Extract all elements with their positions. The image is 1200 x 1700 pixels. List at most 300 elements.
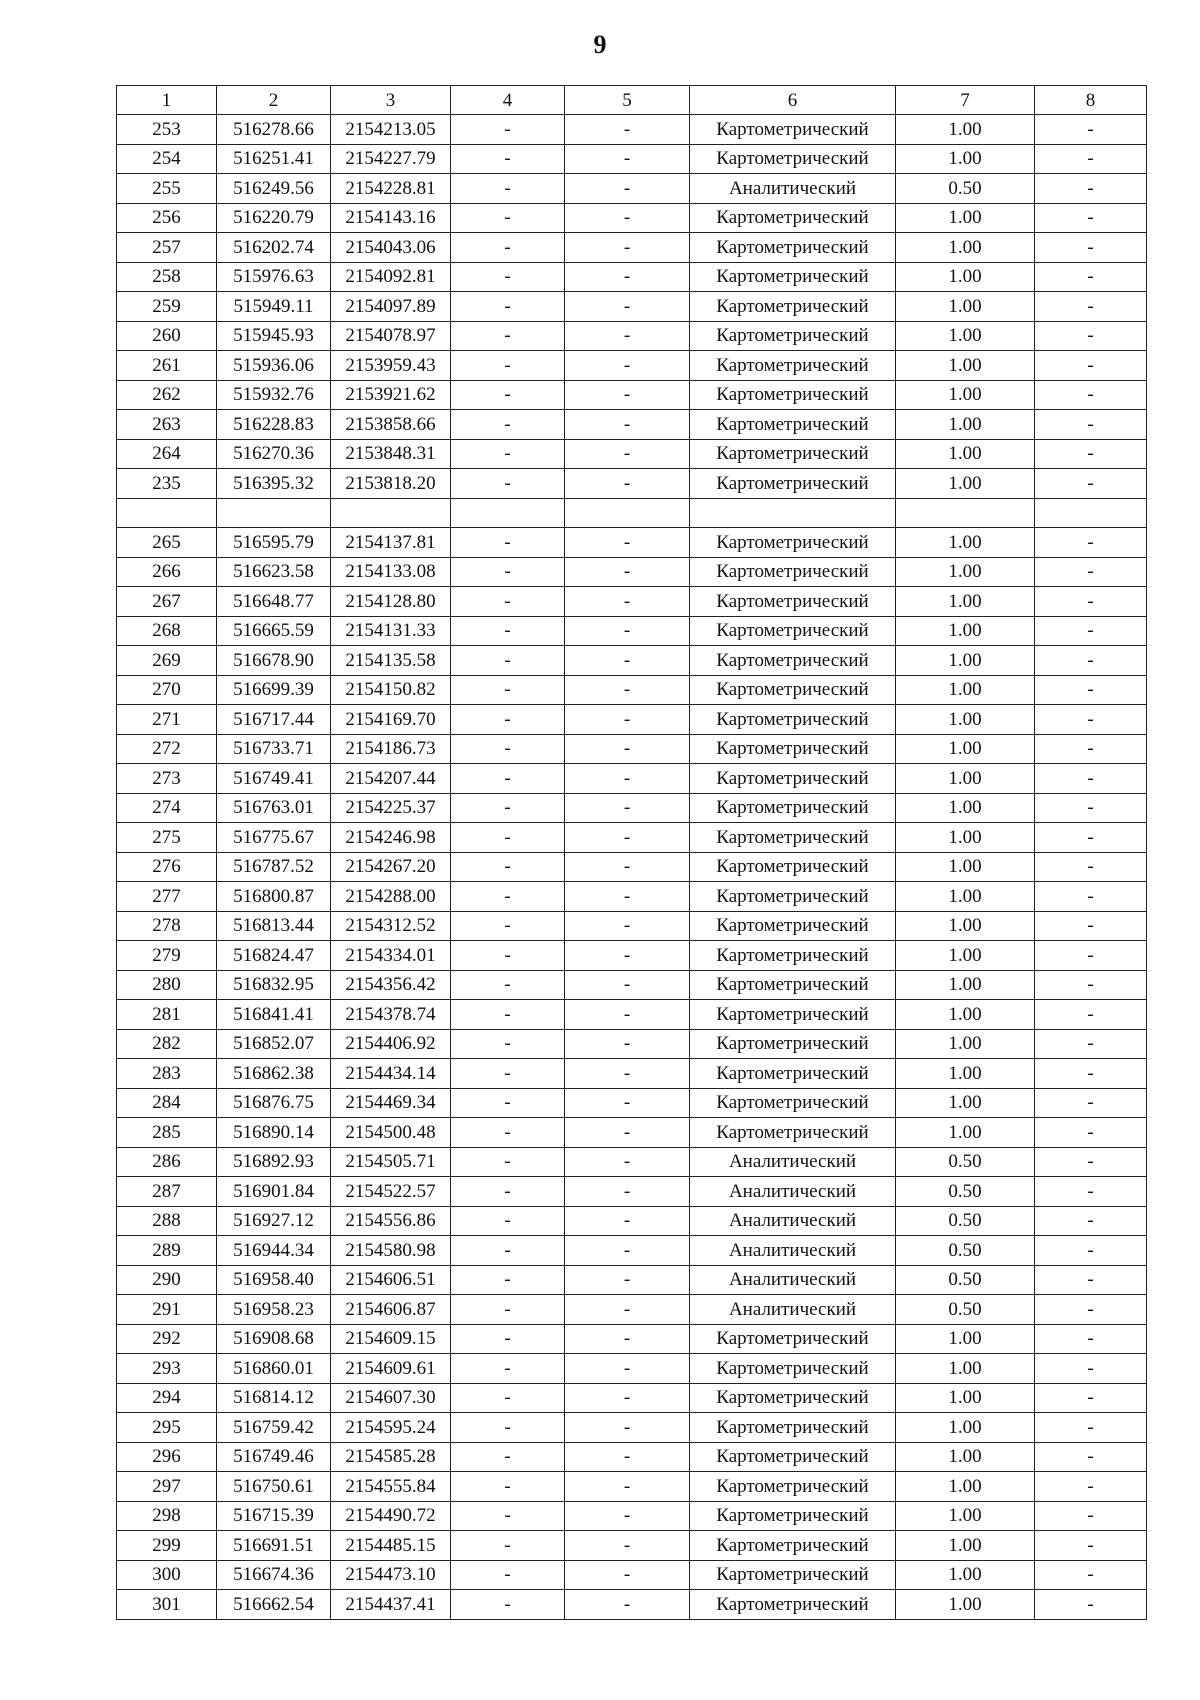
- point-number-cell: 283: [117, 1059, 217, 1089]
- column-8-cell: -: [1035, 616, 1147, 646]
- x-coordinate-cell: 516852.07: [217, 1029, 331, 1059]
- accuracy-cell: 0.50: [896, 174, 1035, 204]
- column-header: 5: [565, 86, 690, 115]
- table-row: [117, 380, 1147, 410]
- column-5-cell: -: [565, 1147, 690, 1177]
- x-coordinate-cell: 516717.44: [217, 705, 331, 735]
- column-8-cell: -: [1035, 911, 1147, 941]
- table-row: [117, 793, 1147, 823]
- table-row: [117, 557, 1147, 587]
- y-coordinate-cell: 2154378.74: [331, 1000, 451, 1030]
- accuracy-cell: 1.00: [896, 1383, 1035, 1413]
- column-4-cell: -: [451, 1236, 565, 1266]
- column-4-cell: -: [451, 1501, 565, 1531]
- point-number-cell: 260: [117, 321, 217, 351]
- y-coordinate-cell: 2154186.73: [331, 734, 451, 764]
- column-4-cell: -: [451, 292, 565, 322]
- column-4-cell: -: [451, 528, 565, 558]
- column-8-cell: -: [1035, 1383, 1147, 1413]
- x-coordinate-cell: 516228.83: [217, 410, 331, 440]
- y-coordinate-cell: 2154150.82: [331, 675, 451, 705]
- accuracy-cell: 0.50: [896, 1147, 1035, 1177]
- point-number-cell: 254: [117, 144, 217, 174]
- point-number-cell: 301: [117, 1590, 217, 1620]
- column-8-cell: -: [1035, 970, 1147, 1000]
- column-8-cell: -: [1035, 1088, 1147, 1118]
- accuracy-cell: 0.50: [896, 1236, 1035, 1266]
- y-coordinate-cell: 2154437.41: [331, 1590, 451, 1620]
- column-4-cell: -: [451, 351, 565, 381]
- column-8-cell: -: [1035, 1206, 1147, 1236]
- table-row: [117, 144, 1147, 174]
- point-number-cell: 257: [117, 233, 217, 263]
- point-number-cell: 271: [117, 705, 217, 735]
- point-number-cell: 262: [117, 380, 217, 410]
- column-4-cell: -: [451, 1560, 565, 1590]
- accuracy-cell: 1.00: [896, 262, 1035, 292]
- column-4-cell: -: [451, 1442, 565, 1472]
- y-coordinate-cell: 2154169.70: [331, 705, 451, 735]
- method-cell: Картометрический: [690, 203, 896, 233]
- y-coordinate-cell: 2153959.43: [331, 351, 451, 381]
- method-cell: Картометрический: [690, 1531, 896, 1561]
- column-5-cell: -: [565, 1383, 690, 1413]
- table-row: [117, 233, 1147, 263]
- column-8-cell: -: [1035, 203, 1147, 233]
- accuracy-cell: 1.00: [896, 1501, 1035, 1531]
- y-coordinate-cell: 2154213.05: [331, 115, 451, 145]
- method-cell: Картометрический: [690, 1413, 896, 1443]
- table-row: [117, 1088, 1147, 1118]
- column-8-cell: -: [1035, 1354, 1147, 1384]
- accuracy-cell: 1.00: [896, 1059, 1035, 1089]
- column-4-cell: -: [451, 1147, 565, 1177]
- table-body: [117, 115, 1147, 1620]
- column-header: 1: [117, 86, 217, 115]
- point-number-cell: 292: [117, 1324, 217, 1354]
- accuracy-cell: 1.00: [896, 970, 1035, 1000]
- column-4-cell: -: [451, 1177, 565, 1207]
- method-cell: Картометрический: [690, 351, 896, 381]
- y-coordinate-cell: [331, 498, 451, 528]
- x-coordinate-cell: 516824.47: [217, 941, 331, 971]
- method-cell: Аналитический: [690, 1147, 896, 1177]
- point-number-cell: 289: [117, 1236, 217, 1266]
- y-coordinate-cell: 2154406.92: [331, 1029, 451, 1059]
- column-4-cell: -: [451, 1118, 565, 1148]
- accuracy-cell: 1.00: [896, 528, 1035, 558]
- column-4-cell: -: [451, 233, 565, 263]
- y-coordinate-cell: 2154097.89: [331, 292, 451, 322]
- column-5-cell: -: [565, 351, 690, 381]
- y-coordinate-cell: 2154228.81: [331, 174, 451, 204]
- accuracy-cell: 1.00: [896, 1560, 1035, 1590]
- column-8-cell: -: [1035, 675, 1147, 705]
- accuracy-cell: 1.00: [896, 1029, 1035, 1059]
- accuracy-cell: 0.50: [896, 1177, 1035, 1207]
- x-coordinate-cell: 516841.41: [217, 1000, 331, 1030]
- column-4-cell: -: [451, 1531, 565, 1561]
- column-4-cell: -: [451, 144, 565, 174]
- accuracy-cell: 1.00: [896, 321, 1035, 351]
- column-8-cell: -: [1035, 587, 1147, 617]
- column-4-cell: -: [451, 882, 565, 912]
- table-row: [117, 616, 1147, 646]
- accuracy-cell: 1.00: [896, 1324, 1035, 1354]
- column-5-cell: -: [565, 557, 690, 587]
- x-coordinate-cell: 516749.41: [217, 764, 331, 794]
- method-cell: Картометрический: [690, 233, 896, 263]
- column-8-cell: -: [1035, 1236, 1147, 1266]
- accuracy-cell: 1.00: [896, 115, 1035, 145]
- column-4-cell: -: [451, 439, 565, 469]
- table-row: [117, 882, 1147, 912]
- y-coordinate-cell: 2154500.48: [331, 1118, 451, 1148]
- method-cell: Картометрический: [690, 1029, 896, 1059]
- column-4-cell: -: [451, 823, 565, 853]
- x-coordinate-cell: 516270.36: [217, 439, 331, 469]
- column-4-cell: -: [451, 262, 565, 292]
- column-5-cell: -: [565, 1000, 690, 1030]
- method-cell: Картометрический: [690, 410, 896, 440]
- method-cell: Картометрический: [690, 970, 896, 1000]
- column-4-cell: -: [451, 1206, 565, 1236]
- table-row: [117, 115, 1147, 145]
- column-5-cell: -: [565, 380, 690, 410]
- column-4-cell: -: [451, 1383, 565, 1413]
- y-coordinate-cell: 2154490.72: [331, 1501, 451, 1531]
- column-8-cell: -: [1035, 351, 1147, 381]
- y-coordinate-cell: 2154312.52: [331, 911, 451, 941]
- method-cell: Картометрический: [690, 380, 896, 410]
- column-8-cell: -: [1035, 1590, 1147, 1620]
- accuracy-cell: 1.00: [896, 203, 1035, 233]
- x-coordinate-cell: 516860.01: [217, 1354, 331, 1384]
- column-header: 2: [217, 86, 331, 115]
- y-coordinate-cell: 2154334.01: [331, 941, 451, 971]
- column-8-cell: -: [1035, 262, 1147, 292]
- method-cell: Картометрический: [690, 941, 896, 971]
- y-coordinate-cell: 2154356.42: [331, 970, 451, 1000]
- accuracy-cell: 1.00: [896, 1590, 1035, 1620]
- table-row: [117, 203, 1147, 233]
- x-coordinate-cell: 516908.68: [217, 1324, 331, 1354]
- table-row: [117, 1029, 1147, 1059]
- point-number-cell: 276: [117, 852, 217, 882]
- y-coordinate-cell: 2154585.28: [331, 1442, 451, 1472]
- column-4-cell: -: [451, 321, 565, 351]
- table-row: [117, 1059, 1147, 1089]
- y-coordinate-cell: 2154131.33: [331, 616, 451, 646]
- column-8-cell: -: [1035, 852, 1147, 882]
- y-coordinate-cell: 2154434.14: [331, 1059, 451, 1089]
- y-coordinate-cell: 2154609.61: [331, 1354, 451, 1384]
- column-5-cell: -: [565, 469, 690, 499]
- x-coordinate-cell: 516278.66: [217, 115, 331, 145]
- point-number-cell: 266: [117, 557, 217, 587]
- y-coordinate-cell: 2154092.81: [331, 262, 451, 292]
- accuracy-cell: 1.00: [896, 616, 1035, 646]
- x-coordinate-cell: 516202.74: [217, 233, 331, 263]
- method-cell: Картометрический: [690, 1354, 896, 1384]
- point-number-cell: 273: [117, 764, 217, 794]
- column-4-cell: -: [451, 646, 565, 676]
- column-4-cell: -: [451, 970, 565, 1000]
- column-5-cell: -: [565, 174, 690, 204]
- column-5-cell: -: [565, 1177, 690, 1207]
- y-coordinate-cell: 2154207.44: [331, 764, 451, 794]
- column-4-cell: -: [451, 1413, 565, 1443]
- column-8-cell: -: [1035, 1265, 1147, 1295]
- x-coordinate-cell: 516800.87: [217, 882, 331, 912]
- column-5-cell: [565, 498, 690, 528]
- accuracy-cell: 0.50: [896, 1265, 1035, 1295]
- point-number-cell: 294: [117, 1383, 217, 1413]
- column-4-cell: -: [451, 941, 565, 971]
- point-number-cell: 279: [117, 941, 217, 971]
- x-coordinate-cell: 516691.51: [217, 1531, 331, 1561]
- table-row: [117, 1354, 1147, 1384]
- method-cell: Картометрический: [690, 1088, 896, 1118]
- table-row: [117, 1147, 1147, 1177]
- method-cell: Картометрический: [690, 1000, 896, 1030]
- column-5-cell: -: [565, 1531, 690, 1561]
- point-number-cell: 268: [117, 616, 217, 646]
- column-5-cell: -: [565, 528, 690, 558]
- x-coordinate-cell: 516832.95: [217, 970, 331, 1000]
- accuracy-cell: 1.00: [896, 823, 1035, 853]
- column-5-cell: -: [565, 616, 690, 646]
- column-8-cell: -: [1035, 882, 1147, 912]
- x-coordinate-cell: 516944.34: [217, 1236, 331, 1266]
- accuracy-cell: 1.00: [896, 1442, 1035, 1472]
- page-number: 9: [593, 30, 607, 59]
- accuracy-cell: 1.00: [896, 469, 1035, 499]
- method-cell: Картометрический: [690, 705, 896, 735]
- method-cell: Картометрический: [690, 852, 896, 882]
- point-number-cell: 274: [117, 793, 217, 823]
- point-number-cell: 269: [117, 646, 217, 676]
- column-8-cell: -: [1035, 1118, 1147, 1148]
- column-8-cell: -: [1035, 734, 1147, 764]
- column-8-cell: -: [1035, 1295, 1147, 1325]
- x-coordinate-cell: 516674.36: [217, 1560, 331, 1590]
- column-5-cell: -: [565, 1059, 690, 1089]
- column-5-cell: -: [565, 1206, 690, 1236]
- x-coordinate-cell: 516249.56: [217, 174, 331, 204]
- column-header: 6: [690, 86, 896, 115]
- column-header: 8: [1035, 86, 1147, 115]
- table-row: [117, 262, 1147, 292]
- column-4-cell: -: [451, 410, 565, 440]
- y-coordinate-cell: 2154246.98: [331, 823, 451, 853]
- column-5-cell: -: [565, 882, 690, 912]
- accuracy-cell: 1.00: [896, 764, 1035, 794]
- column-8-cell: -: [1035, 439, 1147, 469]
- table-row: [117, 1531, 1147, 1561]
- column-5-cell: -: [565, 1413, 690, 1443]
- table-row: [117, 174, 1147, 204]
- y-coordinate-cell: 2154137.81: [331, 528, 451, 558]
- column-8-cell: -: [1035, 1029, 1147, 1059]
- point-number-cell: 280: [117, 970, 217, 1000]
- table-row: [117, 1472, 1147, 1502]
- method-cell: Картометрический: [690, 144, 896, 174]
- column-5-cell: -: [565, 823, 690, 853]
- method-cell: Картометрический: [690, 1501, 896, 1531]
- column-8-cell: -: [1035, 1560, 1147, 1590]
- accuracy-cell: 1.00: [896, 675, 1035, 705]
- column-4-cell: -: [451, 734, 565, 764]
- point-number-cell: 285: [117, 1118, 217, 1148]
- method-cell: Картометрический: [690, 646, 896, 676]
- y-coordinate-cell: 2154133.08: [331, 557, 451, 587]
- y-coordinate-cell: 2154227.79: [331, 144, 451, 174]
- table-row: [117, 321, 1147, 351]
- column-8-cell: -: [1035, 705, 1147, 735]
- column-5-cell: -: [565, 675, 690, 705]
- column-8-cell: -: [1035, 823, 1147, 853]
- point-number-cell: 282: [117, 1029, 217, 1059]
- column-4-cell: -: [451, 1295, 565, 1325]
- column-5-cell: -: [565, 1472, 690, 1502]
- x-coordinate-cell: 516813.44: [217, 911, 331, 941]
- x-coordinate-cell: [217, 498, 331, 528]
- method-cell: Картометрический: [690, 1560, 896, 1590]
- column-4-cell: -: [451, 675, 565, 705]
- column-header: 4: [451, 86, 565, 115]
- table-row: [117, 351, 1147, 381]
- x-coordinate-cell: 516715.39: [217, 1501, 331, 1531]
- x-coordinate-cell: 516623.58: [217, 557, 331, 587]
- column-8-cell: -: [1035, 1147, 1147, 1177]
- column-4-cell: -: [451, 557, 565, 587]
- point-number-cell: 261: [117, 351, 217, 381]
- column-5-cell: -: [565, 233, 690, 263]
- column-8-cell: -: [1035, 764, 1147, 794]
- column-8-cell: -: [1035, 1324, 1147, 1354]
- method-cell: Картометрический: [690, 469, 896, 499]
- accuracy-cell: 1.00: [896, 705, 1035, 735]
- accuracy-cell: 1.00: [896, 1354, 1035, 1384]
- point-number-cell: 291: [117, 1295, 217, 1325]
- point-number-cell: 286: [117, 1147, 217, 1177]
- y-coordinate-cell: 2154607.30: [331, 1383, 451, 1413]
- method-cell: Картометрический: [690, 1590, 896, 1620]
- point-number-cell: 296: [117, 1442, 217, 1472]
- point-number-cell: 259: [117, 292, 217, 322]
- column-5-cell: -: [565, 793, 690, 823]
- accuracy-cell: 1.00: [896, 380, 1035, 410]
- method-cell: Картометрический: [690, 262, 896, 292]
- point-number-cell: 235: [117, 469, 217, 499]
- table-row: [117, 1383, 1147, 1413]
- x-coordinate-cell: 516662.54: [217, 1590, 331, 1620]
- column-5-cell: -: [565, 1295, 690, 1325]
- y-coordinate-cell: 2154225.37: [331, 793, 451, 823]
- x-coordinate-cell: 516862.38: [217, 1059, 331, 1089]
- table-header-row: [117, 86, 1147, 115]
- y-coordinate-cell: 2154580.98: [331, 1236, 451, 1266]
- accuracy-cell: 1.00: [896, 852, 1035, 882]
- point-number-cell: 281: [117, 1000, 217, 1030]
- column-4-cell: -: [451, 705, 565, 735]
- column-5-cell: -: [565, 1029, 690, 1059]
- table-row: [117, 587, 1147, 617]
- method-cell: Картометрический: [690, 911, 896, 941]
- accuracy-cell: 1.00: [896, 1531, 1035, 1561]
- column-8-cell: -: [1035, 321, 1147, 351]
- point-number-cell: 299: [117, 1531, 217, 1561]
- column-8-cell: -: [1035, 144, 1147, 174]
- x-coordinate-cell: 516901.84: [217, 1177, 331, 1207]
- column-4-cell: -: [451, 203, 565, 233]
- point-number-cell: 300: [117, 1560, 217, 1590]
- table-row: [117, 1413, 1147, 1443]
- method-cell: Картометрический: [690, 321, 896, 351]
- accuracy-cell: 1.00: [896, 1472, 1035, 1502]
- table-row: [117, 1236, 1147, 1266]
- column-5-cell: -: [565, 262, 690, 292]
- column-header: 3: [331, 86, 451, 115]
- column-4-cell: -: [451, 1265, 565, 1295]
- x-coordinate-cell: 516595.79: [217, 528, 331, 558]
- accuracy-cell: 1.00: [896, 911, 1035, 941]
- accuracy-cell: 1.00: [896, 941, 1035, 971]
- column-4-cell: -: [451, 174, 565, 204]
- method-cell: Аналитический: [690, 1295, 896, 1325]
- column-4-cell: -: [451, 380, 565, 410]
- column-8-cell: -: [1035, 528, 1147, 558]
- column-4-cell: -: [451, 1000, 565, 1030]
- column-8-cell: -: [1035, 557, 1147, 587]
- point-number-cell: [117, 498, 217, 528]
- column-8-cell: -: [1035, 410, 1147, 440]
- column-5-cell: -: [565, 144, 690, 174]
- y-coordinate-cell: 2154555.84: [331, 1472, 451, 1502]
- column-5-cell: -: [565, 1560, 690, 1590]
- x-coordinate-cell: 515949.11: [217, 292, 331, 322]
- accuracy-cell: 1.00: [896, 1000, 1035, 1030]
- point-number-cell: 270: [117, 675, 217, 705]
- point-number-cell: 265: [117, 528, 217, 558]
- point-number-cell: 295: [117, 1413, 217, 1443]
- column-5-cell: -: [565, 410, 690, 440]
- accuracy-cell: [896, 498, 1035, 528]
- column-5-cell: -: [565, 1118, 690, 1148]
- y-coordinate-cell: 2154595.24: [331, 1413, 451, 1443]
- accuracy-cell: 1.00: [896, 557, 1035, 587]
- y-coordinate-cell: 2154469.34: [331, 1088, 451, 1118]
- x-coordinate-cell: 515945.93: [217, 321, 331, 351]
- column-5-cell: -: [565, 1265, 690, 1295]
- method-cell: Картометрический: [690, 823, 896, 853]
- column-5-cell: -: [565, 911, 690, 941]
- y-coordinate-cell: 2154128.80: [331, 587, 451, 617]
- column-5-cell: -: [565, 292, 690, 322]
- point-number-cell: 272: [117, 734, 217, 764]
- point-number-cell: 288: [117, 1206, 217, 1236]
- point-number-cell: 256: [117, 203, 217, 233]
- y-coordinate-cell: 2154143.16: [331, 203, 451, 233]
- point-number-cell: 293: [117, 1354, 217, 1384]
- column-4-cell: -: [451, 1324, 565, 1354]
- column-4-cell: -: [451, 1029, 565, 1059]
- y-coordinate-cell: 2153921.62: [331, 380, 451, 410]
- column-8-cell: -: [1035, 1531, 1147, 1561]
- column-5-cell: -: [565, 1590, 690, 1620]
- accuracy-cell: 1.00: [896, 1413, 1035, 1443]
